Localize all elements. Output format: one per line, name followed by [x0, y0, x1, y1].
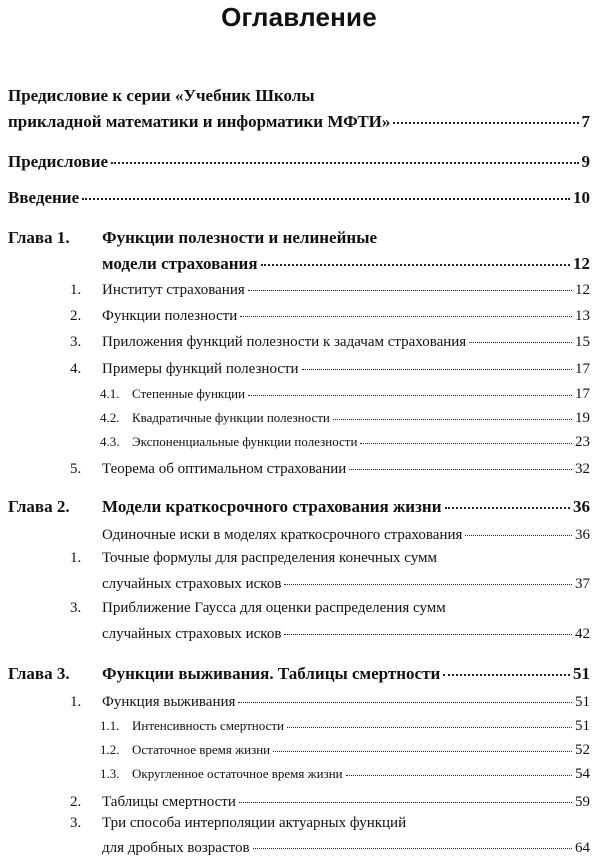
- toc-page-number: 15: [575, 334, 590, 350]
- section-number: 1.3.: [100, 766, 120, 781]
- toc-page-number: 36: [573, 497, 590, 516]
- dot-leader: [349, 454, 572, 470]
- section-number: 4.: [70, 361, 82, 377]
- chapter-title-line1: Функции полезности и нелинейные: [102, 228, 378, 247]
- toc-page-number: 12: [575, 282, 590, 298]
- toc-section-2-1[interactable]: [102, 572, 590, 593]
- toc-section-2-0[interactable]: [102, 523, 590, 544]
- toc-page-number: 13: [575, 308, 590, 324]
- toc-entry-text: Институт страхования: [102, 282, 245, 298]
- toc-section-2-1-line1[interactable]: [70, 550, 437, 567]
- dot-leader: [302, 354, 572, 370]
- page-title: Оглавление: [221, 2, 377, 32]
- toc-subsection-4-3[interactable]: [100, 432, 590, 451]
- toc-entry-text: Остаточное время жизни: [132, 742, 271, 757]
- section-number: 4.3.: [100, 434, 120, 449]
- dot-leader: [284, 619, 572, 635]
- chapter-label: Глава 3.: [8, 664, 70, 683]
- toc-section-1-4[interactable]: [70, 357, 590, 378]
- toc-section-3-3[interactable]: [102, 836, 590, 857]
- toc-entry-text: случайных страховых исков: [102, 576, 282, 592]
- dot-leader: [284, 569, 572, 585]
- toc-section-2-3[interactable]: [102, 622, 590, 643]
- toc-section-1-5[interactable]: [70, 457, 590, 478]
- section-number: 3.: [70, 600, 82, 616]
- toc-entry-text: Точные формулы для распределения конечных сумм: [102, 550, 438, 566]
- toc-subsection-1-1[interactable]: [100, 716, 590, 735]
- toc-chapter-1-label[interactable]: [8, 228, 377, 248]
- toc-section-1-2[interactable]: [70, 304, 590, 325]
- toc-page-number: 7: [581, 112, 590, 131]
- toc-subsection-1-2[interactable]: [100, 740, 590, 759]
- dot-leader: [261, 247, 570, 266]
- toc-chapter-2[interactable]: [8, 493, 590, 517]
- dot-leader: [393, 105, 578, 124]
- dot-leader: [111, 145, 578, 164]
- toc-page-number: 51: [575, 718, 590, 734]
- section-number: 1.1.: [100, 718, 120, 733]
- chapter-label: Глава 2.: [8, 497, 70, 516]
- dot-leader: [238, 687, 572, 703]
- chapter-title-line2: модели страхования: [102, 254, 258, 273]
- toc-chapter-3[interactable]: [8, 660, 590, 684]
- chapter-label: Глава 1.: [8, 228, 70, 247]
- toc-page-number: 12: [573, 254, 590, 273]
- toc-page-number: 54: [575, 766, 590, 782]
- section-number: 4.2.: [100, 410, 120, 425]
- toc-page-number: 51: [575, 694, 590, 710]
- toc-page-number: 10: [573, 188, 590, 207]
- toc-entry-text: Экспоненциальные функции полезности: [132, 434, 358, 449]
- toc-entry-text: Приложения функций полезности к задачам страхования: [102, 334, 467, 350]
- toc-entry-text: прикладной математики и информатики МФТИ»: [8, 112, 391, 131]
- toc-chapter-1[interactable]: [102, 250, 590, 274]
- toc-page-number: 23: [575, 434, 590, 450]
- dot-leader: [360, 430, 572, 444]
- section-number: 2.: [70, 794, 82, 810]
- dot-leader: [82, 181, 570, 200]
- toc-page-number: 37: [575, 576, 590, 592]
- dot-leader: [253, 833, 572, 849]
- toc-page-number: 17: [575, 361, 590, 377]
- section-number: 1.: [70, 694, 82, 710]
- toc-entry-text: Примеры функций полезности: [102, 361, 299, 377]
- dot-leader: [469, 327, 572, 343]
- toc-entry-text: для дробных возрастов: [102, 840, 250, 856]
- dot-leader: [445, 490, 570, 509]
- dot-leader: [346, 762, 572, 776]
- dot-leader: [240, 301, 572, 317]
- toc-subsection-4-2[interactable]: [100, 408, 590, 427]
- toc-page-number: 59: [575, 794, 590, 810]
- chapter-title: Модели краткосрочного страхования жизни: [102, 497, 442, 516]
- section-number: 1.: [70, 550, 82, 566]
- toc-section-2-3-line1[interactable]: [70, 600, 446, 617]
- dot-leader: [443, 657, 570, 676]
- toc-entry-text: Таблицы смертности: [102, 794, 236, 810]
- toc-section-1-1[interactable]: [70, 278, 590, 299]
- toc-page-number: 52: [575, 742, 590, 758]
- toc-page-number: 32: [575, 461, 590, 477]
- dot-leader: [333, 406, 572, 420]
- toc-preface[interactable]: [8, 148, 590, 172]
- toc-entry-text: Введение: [8, 188, 80, 207]
- toc-section-3-1[interactable]: [70, 690, 590, 711]
- toc-entry-text: Приближение Гаусса для оценки распределения сумм: [102, 600, 446, 616]
- toc-page-number: 64: [575, 840, 590, 856]
- toc-page-number: 51: [573, 664, 590, 683]
- toc-entry-text: Три способа интерполяции актуарных функций: [102, 815, 407, 831]
- toc-entry-text: Квадратичные функции полезности: [132, 410, 330, 425]
- toc-preface-series[interactable]: [8, 108, 590, 132]
- dot-leader: [273, 738, 572, 752]
- dot-leader: [239, 787, 572, 803]
- section-number: 4.1.: [100, 386, 120, 401]
- toc-entry-text: Округленное остаточное время жизни: [132, 766, 343, 781]
- toc-page-number: 17: [575, 386, 590, 402]
- toc-subsection-1-3[interactable]: [100, 764, 590, 783]
- toc-entry-text: Интенсивность смертности: [132, 718, 284, 733]
- toc-subsection-4-1[interactable]: [100, 384, 590, 403]
- toc-section-3-2[interactable]: [70, 790, 590, 811]
- toc-entry-text: Предисловие к серии «Учебник Школы: [8, 86, 315, 105]
- toc-page-number: 36: [575, 527, 590, 543]
- section-number: 3.: [70, 334, 82, 350]
- dot-leader: [465, 520, 572, 536]
- dot-leader: [287, 714, 572, 728]
- dot-leader: [248, 275, 572, 291]
- toc-page-number: 9: [581, 152, 590, 171]
- section-number: 2.: [70, 308, 82, 324]
- toc-page-number: 42: [575, 626, 590, 642]
- toc-entry-text: Предисловие: [8, 152, 109, 171]
- section-number: 1.: [70, 282, 82, 298]
- chapter-title: Функции выживания. Таблицы смертности: [102, 664, 441, 683]
- toc-entry-text: Теорема об оптимальном страховании: [102, 461, 347, 477]
- toc-entry-text: Функция выживания: [102, 694, 236, 710]
- toc-intro[interactable]: [8, 184, 590, 208]
- section-number: 3.: [70, 815, 82, 831]
- section-number: 5.: [70, 461, 82, 477]
- toc-page-number: 19: [575, 410, 590, 426]
- toc-section-1-3[interactable]: [70, 330, 590, 351]
- toc-section-3-3-line1[interactable]: [70, 815, 406, 832]
- toc-entry-text: случайных страховых исков: [102, 626, 282, 642]
- toc-entry-text: Одиночные иски в моделях краткосрочного страхования: [102, 527, 463, 543]
- toc-preface-series-line1[interactable]: [8, 86, 315, 106]
- section-number: 1.2.: [100, 742, 120, 757]
- toc-entry-text: Функции полезности: [102, 308, 238, 324]
- dot-leader: [248, 382, 572, 396]
- toc-entry-text: Степенные функции: [132, 386, 246, 401]
